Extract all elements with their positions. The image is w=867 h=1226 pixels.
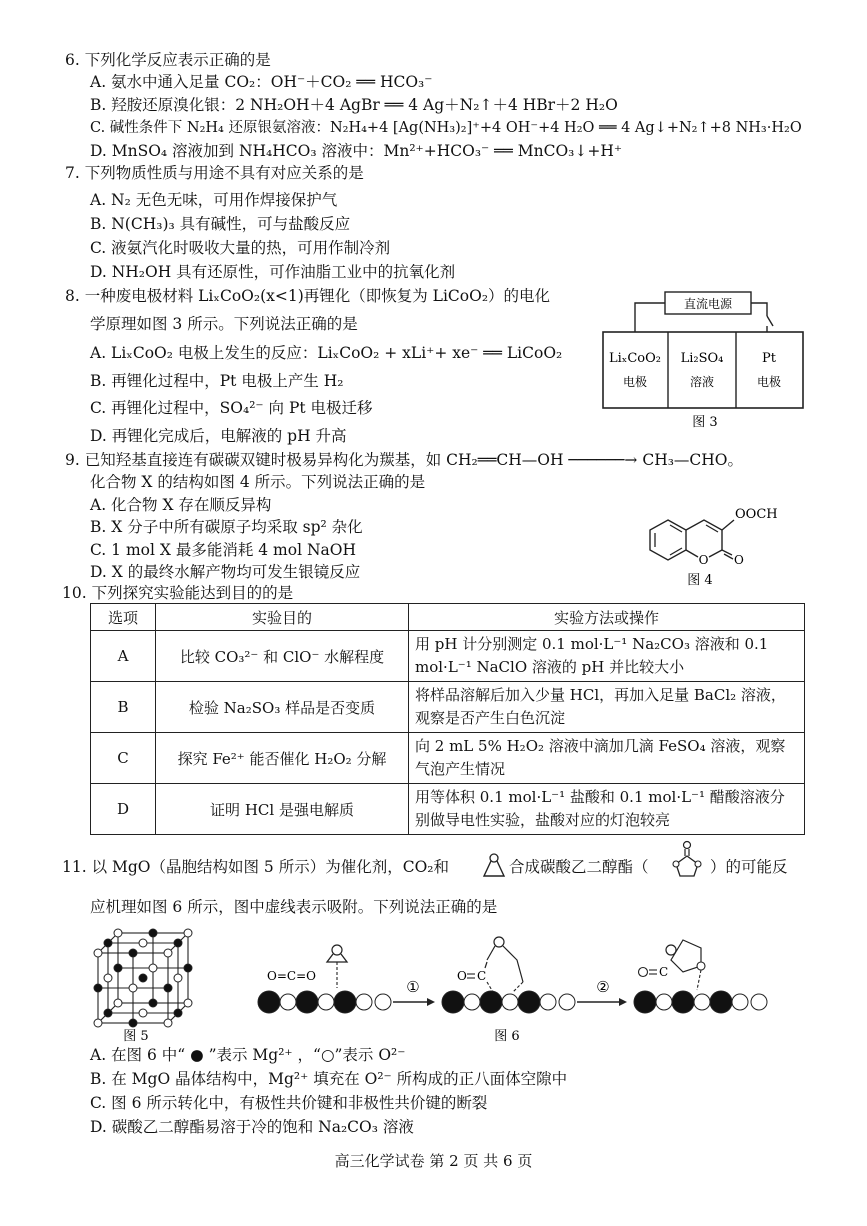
row-option: D [91,784,156,835]
surface-row-2 [442,991,575,1013]
figure-5-caption: 图 5 [123,1029,149,1043]
cell3-top-label: Pt [762,351,776,366]
ethylene-oxide-icon [480,852,508,880]
figure-6-mechanism [255,922,830,1047]
row-option: A [91,631,156,682]
mgo-atoms [94,929,192,1027]
q6-option-a: A. 氨水中通入足量 CO₂：OH⁻＋CO₂ ══ HCO₃⁻ [90,73,433,91]
step-2-label: ② [596,978,610,996]
figure-4-caption: 图 4 [687,573,713,588]
q6-option-c: C. 碱性条件下 N₂H₄ 还原银氨溶液：N₂H₄+4 [Ag(NH₃)₂]⁺+4 OH⁻+4 H₂O ══ 4 Ag↓+N₂↑+8 NH₃·H₂O [90,120,802,136]
ring-oxygen: O [698,553,709,567]
q11-stem-part-b: 合成碳酸乙二醇酯（ [509,858,649,876]
row-option: C [91,733,156,784]
q6-stem: 6. 下列化学反应表示正确的是 [65,51,271,69]
figure-3-electrolysis-cell [595,288,820,433]
row-method: 用 pH 计分别测定 0.1 mol·L⁻¹ Na₂CO₃ 溶液和 0.1 mol·L⁻¹ NaClO 溶液的 pH 并比较大小 [409,631,805,682]
q11-option-d: D. 碳酸乙二醇酯易溶于冷的饱和 Na₂CO₃ 溶液 [90,1118,414,1136]
q7-option-d: D. NH₂OH 具有还原性，可作油脂工业中的抗氧化剂 [90,263,456,281]
row-goal: 检验 Na₂SO₃ 样品是否变质 [156,682,409,733]
table-header-row [91,604,805,631]
figure-5-mgo-cell [88,918,198,1043]
header-goal: 实验目的 [156,604,409,631]
wire-left [635,303,665,332]
q8-option-a: A. LiₓCoO₂ 电极上发生的反应：LiₓCoO₂ + xLi⁺+ xe⁻ ══ LiCoO₂ [90,344,563,362]
q9-option-b: B. X 分子中所有碳原子均采取 sp² 杂化 [90,518,363,536]
row-method: 向 2 mL 5% H₂O₂ 溶液中滴加几滴 FeSO₄ 溶液，观察气泡产生情况 [409,733,805,784]
experiment-table [90,603,805,835]
switch-icon [767,316,773,326]
row-goal: 探究 Fe²⁺ 能否催化 H₂O₂ 分解 [156,733,409,784]
page-footer: 高三化学试卷 第 2 页 共 6 页 [334,1152,533,1170]
table-row [91,733,805,784]
table-row [91,784,805,835]
cell2-bottom-label: 溶液 [689,375,715,389]
table-row [91,682,805,733]
ethylene-carbonate-icon [666,840,708,882]
q10-stem: 10. 下列探究实验能达到目的的是 [62,584,294,602]
row-method: 用等体积 0.1 mol·L⁻¹ 盐酸和 0.1 mol·L⁻¹ 醋酸溶液分别做导电性实验，盐酸对应的灯泡较亮 [409,784,805,835]
surface-row-1 [258,991,391,1013]
epoxide-adsorbed [327,945,347,988]
row-goal: 证明 HCl 是强电解质 [156,784,409,835]
q11-option-c: C. 图 6 所示转化中，有极性共价键和非极性共价键的断裂 [90,1094,488,1112]
q7-option-c: C. 液氨汽化时吸收大量的热，可用作制冷剂 [90,239,391,257]
cell-container [603,332,803,408]
power-supply-label: 直流电源 [683,297,733,311]
figure-6-caption: 图 6 [494,1029,520,1044]
wire-right [751,303,767,316]
step-1-label: ① [406,978,420,996]
q9-stem-line1: 9. 已知羟基直接连有碳碳双键时极易异构化为羰基，如 CH₂══CH—OH ──────→ CH₃—CHO。 [65,451,744,469]
q7-option-a: A. N₂ 无色无味，可用作焊接保护气 [90,191,338,209]
q11-stem-part-a: 11. 以 MgO（晶胞结构如图 5 所示）为催化剂，CO₂和 [62,858,450,876]
product-carbon-label: C [659,965,669,979]
q11-option-a: A. 在图 6 中“ ● ”表示 Mg²⁺ ，“○”表示 O²⁻ [90,1046,406,1064]
table-row [91,631,805,682]
cell2-top-label: Li₂SO₄ [680,351,724,366]
oxygen-label: O [457,969,467,983]
figure-3-caption: 图 3 [692,415,718,430]
q7-stem: 7. 下列物质性质与用途不具有对应关系的是 [65,164,364,182]
intermediate-adsorbed [457,937,523,992]
q9-option-c: C. 1 mol X 最多能消耗 4 mol NaOH [90,541,356,559]
row-option: B [91,682,156,733]
figure-4-structure [640,498,790,590]
cell3-bottom-label: 电极 [756,375,782,389]
cell1-bottom-label: 电极 [622,375,648,389]
q8-option-c: C. 再锂化过程中，SO₄²⁻ 向 Pt 电极迁移 [90,399,373,417]
row-goal: 比较 CO₃²⁻ 和 ClO⁻ 水解程度 [156,631,409,682]
q11-stem-line2: 应机理如图 6 所示，图中虚线表示吸附。下列说法正确的是 [90,898,498,916]
q8-stem-line1: 8. 一种废电极材料 LiₓCoO₂(x<1)再锂化（即恢复为 LiCoO₂）的电化 [65,287,551,305]
q9-option-a: A. 化合物 X 存在顺反异构 [90,496,272,514]
q6-option-b: B. 羟胺还原溴化银：2 NH₂OH＋4 AgBr ══ 4 Ag＋N₂↑＋4 HBr＋2 H₂O [90,96,618,114]
q8-stem-line2: 学原理如图 3 所示。下列说法正确的是 [90,315,358,333]
q8-option-b: B. 再锂化过程中，Pt 电极上产生 H₂ [90,372,344,390]
header-option: 选项 [91,604,156,631]
carbonyl-oxygen: O [734,553,744,567]
pyranone-ring [686,520,722,550]
product-adsorbed [639,940,706,990]
surface-row-3 [634,991,767,1013]
q8-option-d: D. 再锂化完成后，电解液的 pH 升高 [90,427,347,445]
q9-stem-line2: 化合物 X 的结构如图 4 所示。下列说法正确的是 [90,473,426,491]
q6-option-d: D. MnSO₄ 溶液加到 NH₄HCO₃ 溶液中：Mn²⁺+HCO₃⁻ ══ MnCO₃↓+H⁺ [90,142,623,160]
q7-option-b: B. N(CH₃)₃ 具有碱性，可与盐酸反应 [90,215,351,233]
co2-molecule-label: O=C=O [267,969,316,983]
row-method: 将样品溶解后加入少量 HCl，再加入足量 BaCl₂ 溶液，观察是否产生白色沉淀 [409,682,805,733]
header-method: 实验方法或操作 [409,604,805,631]
q11-stem-part-c: ）的可能反 [710,858,788,876]
q11-option-b: B. 在 MgO 晶体结构中，Mg²⁺ 填充在 O²⁻ 所构成的正八面体空隙中 [90,1070,568,1088]
q9-option-d: D. X 的最终水解产物均可发生银镜反应 [90,563,361,581]
carbon-label: C [477,969,487,983]
cell1-top-label: LiₓCoO₂ [609,351,661,366]
substituent-ooch: OOCH [735,507,778,522]
